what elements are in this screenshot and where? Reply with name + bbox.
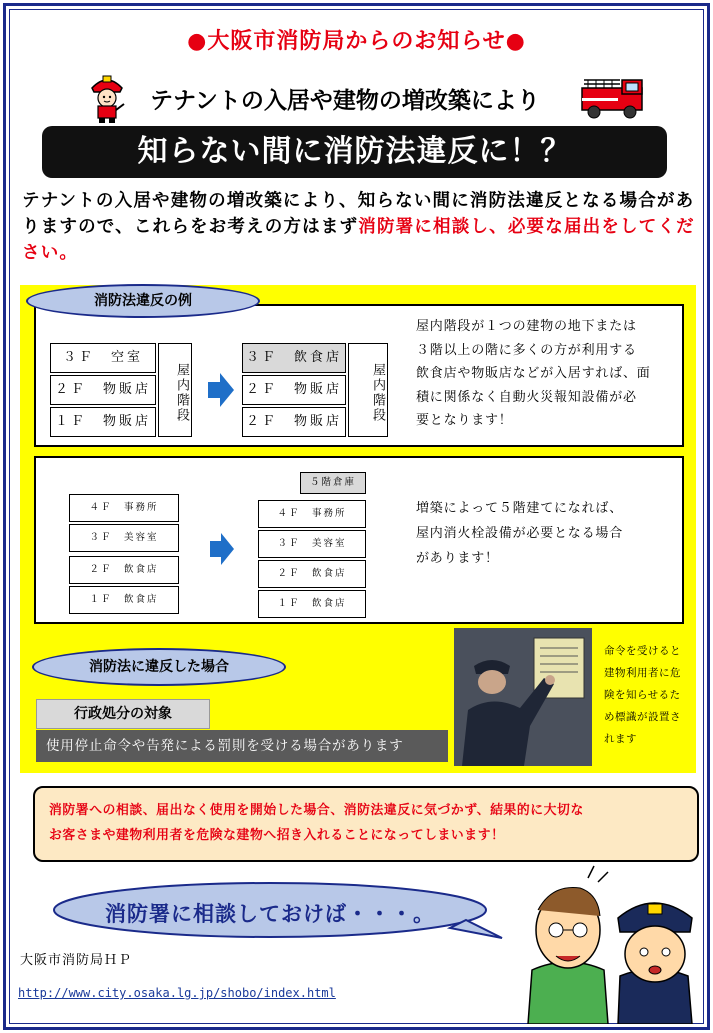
warning-box — [33, 786, 699, 862]
administrative-action-label: 行政処分の対象 — [36, 699, 210, 729]
worried-men-cartoon-icon — [508, 858, 704, 1024]
examples-label: 消防法違反の例 — [26, 284, 260, 318]
photo-caption — [604, 640, 692, 750]
example2-description — [416, 496, 678, 571]
officer-posting-notice-photo — [454, 628, 592, 766]
main-banner: 知らない間に消防法違反に！？ — [42, 126, 667, 178]
intro-red-text: 消防署に相談し、必要な届出をしてください。 — [22, 217, 695, 263]
before-floor-3: ３Ｆ 空室 — [50, 343, 156, 373]
header-title: ●大阪市消防局からのお知らせ● — [187, 29, 526, 54]
after-floor-1: ２Ｆ 物販店 — [242, 407, 346, 437]
example1-description — [416, 315, 678, 433]
arrow-right-icon — [210, 533, 234, 565]
example1-line: 要となります！ — [416, 413, 513, 428]
violation-label: 消防法に違反した場合 — [32, 648, 286, 686]
warning-line: 消防署への相談、届出なく使用を開始した場合、消防法違反に気づかず、結果的に大切な — [49, 803, 584, 818]
before-floor-2: ２Ｆ 物販店 — [50, 375, 156, 405]
example2-line: 増築によって５階建てになれば、 — [416, 501, 624, 516]
example1-line: 飲食店や物販店などが入居すれば、面 — [416, 366, 651, 381]
after2-floor-3: ３Ｆ 美容室 — [258, 530, 366, 558]
caption-line: 建物利用者に危 — [604, 667, 681, 679]
homepage-label: 大阪市消防局ＨＰ — [20, 953, 133, 968]
caption-line: め標識が設置さ — [604, 711, 681, 723]
fireman-mascot-icon — [84, 70, 130, 124]
after-floor-2: ２Ｆ 物販店 — [242, 375, 346, 405]
caption-line: れます — [604, 733, 637, 745]
intro-paragraph — [22, 188, 697, 266]
before-floor-1: １Ｆ 物販店 — [50, 407, 156, 437]
subtitle: テナントの入居や建物の増改築により — [150, 88, 540, 114]
example1-line: 屋内階段が１つの建物の地下または — [416, 319, 637, 334]
after2-floor-5: ５階倉庫 — [300, 472, 366, 494]
example1-line: ３階以上の階に多くの方が利用する — [416, 342, 637, 358]
before-stairs: 屋内階段 — [158, 343, 192, 437]
bubble-text: 消防署に相談しておけば・・・。 — [105, 902, 435, 926]
example2-line: 屋内消火栓設備が必要となる場合 — [416, 526, 624, 541]
before2-floor-4: ４Ｆ 事務所 — [69, 494, 179, 522]
after2-floor-1: １Ｆ 飲食店 — [258, 590, 366, 618]
after-stairs: 屋内階段 — [348, 343, 388, 437]
after2-floor-4: ４Ｆ 事務所 — [258, 500, 366, 528]
after-floor-3: ３Ｆ 飲食店 — [242, 343, 346, 373]
caption-line: 険を知らせるた — [604, 689, 681, 701]
penalty-bar: 使用停止命令や告発による罰則を受ける場合があります — [36, 730, 448, 762]
fire-truck-icon — [578, 70, 648, 120]
before2-floor-3: ３Ｆ 美容室 — [69, 524, 179, 552]
arrow-right-icon — [208, 373, 234, 407]
warning-line: お客さまや建物利用者を危険な建物へ招き入れることになってしまいます！ — [49, 828, 505, 843]
homepage-link[interactable]: http://www.city.osaka.lg.jp/shobo/index.html — [18, 986, 336, 1000]
example1-line: 積に関係なく自動火災報知設備が必 — [416, 389, 637, 405]
example2-line: があります！ — [416, 551, 499, 566]
caption-line: 命令を受けると — [604, 645, 681, 657]
before2-floor-1: １Ｆ 飲食店 — [69, 586, 179, 614]
intro-text: テナントの入居や建物の増改築により、知らない間に消防法違反となる場合がありますので、これらをお考えの方はまず — [22, 191, 695, 237]
after2-floor-2: ２Ｆ 飲食店 — [258, 560, 366, 588]
before2-floor-2: ２Ｆ 飲食店 — [69, 556, 179, 584]
